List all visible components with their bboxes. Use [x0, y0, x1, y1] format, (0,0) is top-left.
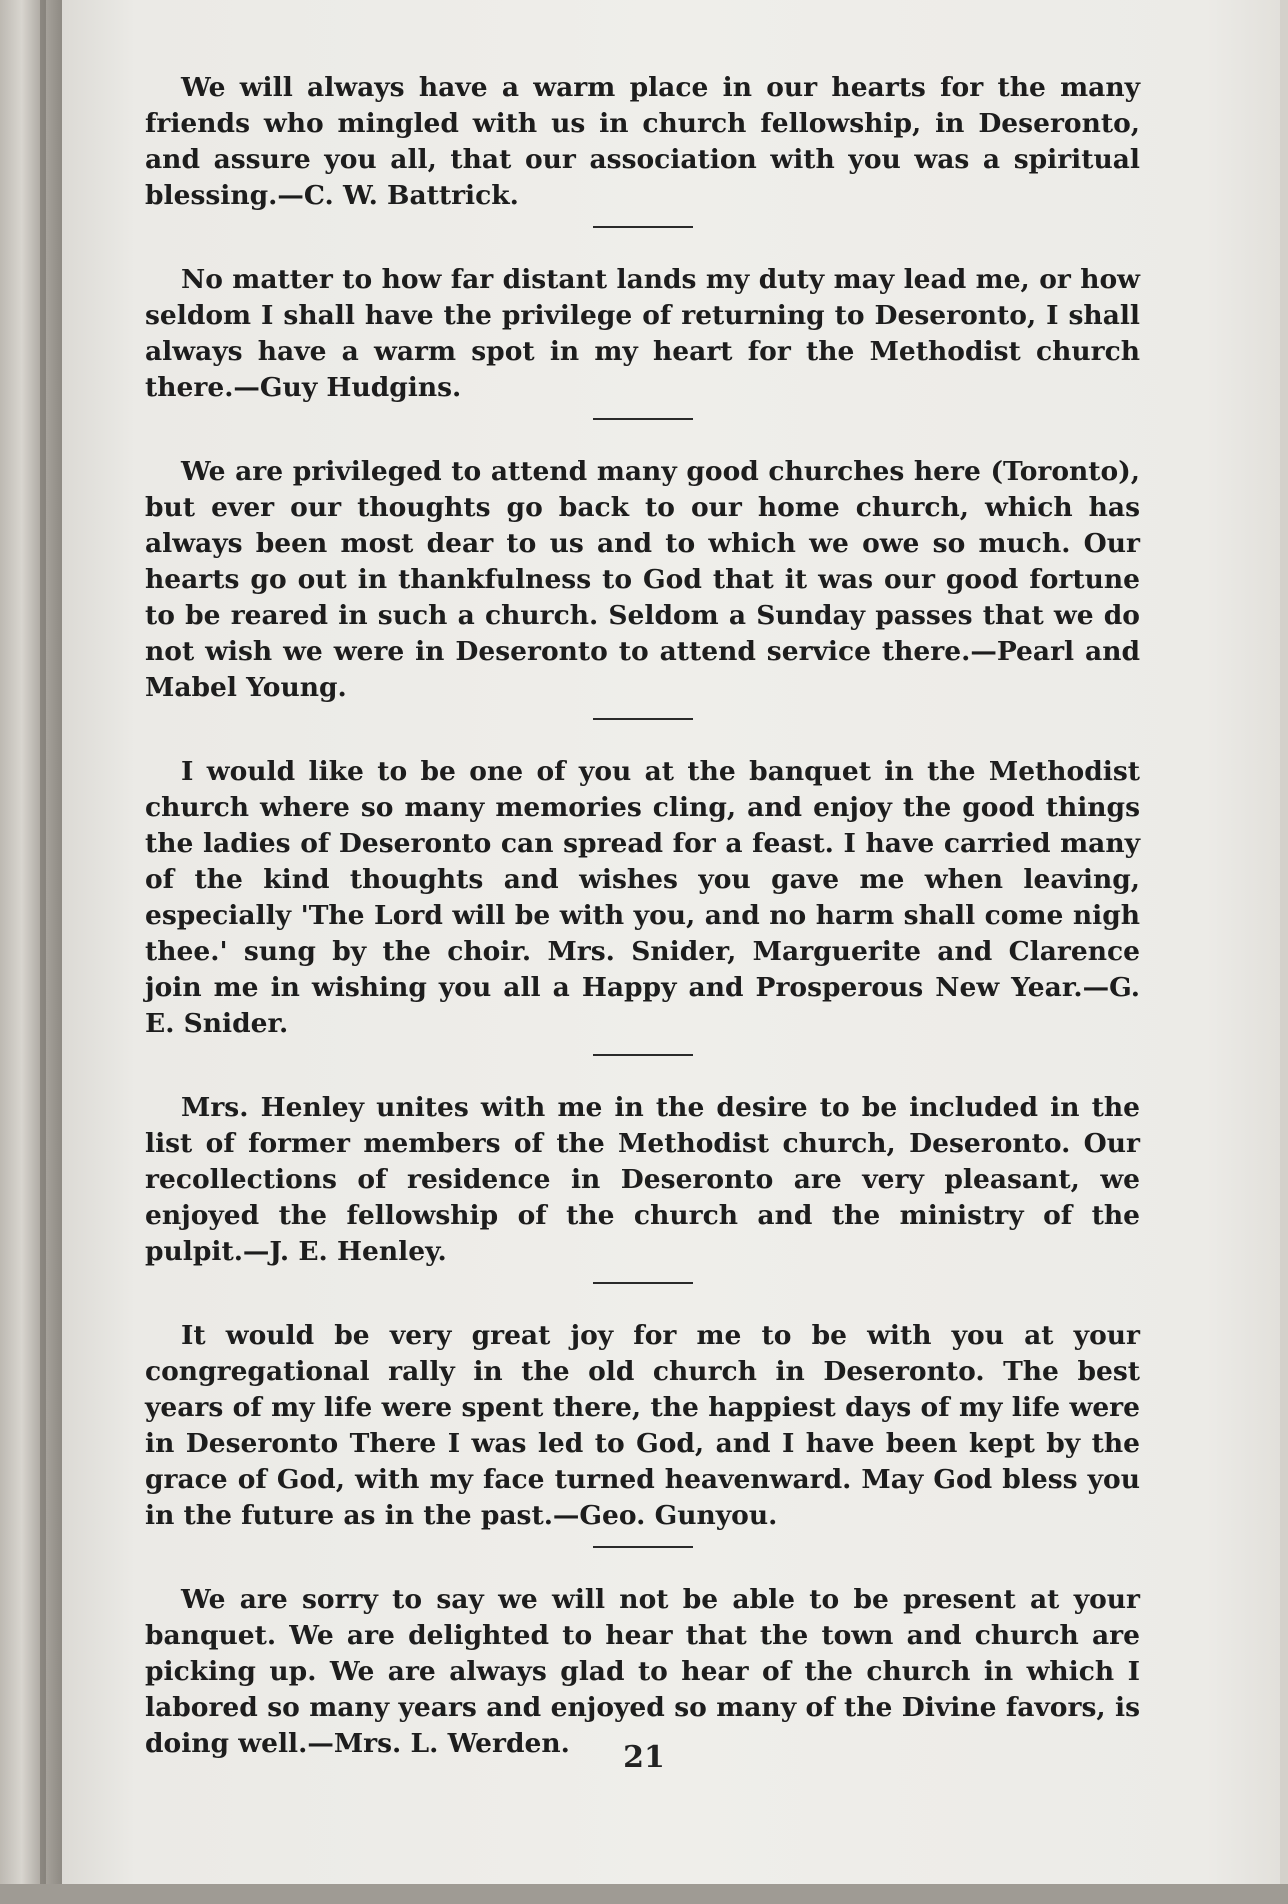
spine-edge	[40, 0, 46, 1904]
letter-young: We are privileged to attend many good churches here (Toronto), but ever our thoughts go back to our home church, which has always been most dear to us and to which we owe so much. Our hearts go out in thankfulness to God that it was our good fortune to be reared in such a church. Seldom a Sunday passes that we do not wish we were in Deseronto to attend service there.—Pearl and Mabel Young.	[145, 456, 1140, 703]
letter-battrick: We will always have a warm place in our hearts for the many friends who mingled with us in church fellowship, in Deseronto, and assure you all, that our association with you was a spiritual blessing.—C. W. Battrick.	[145, 72, 1140, 211]
letter-gunyou: It would be very great joy for me to be with you at your congregational rally in the old church in Deseronto. The best years of my life were spent there, the happiest days of my life were in Deseronto There I was led to God, and I have been kept by the grace of God, with my face turned heavenward. May God bless you in the future as in the past.—Geo. Gunyou.	[145, 1320, 1140, 1531]
separator-rule	[593, 1054, 693, 1056]
book-spine	[0, 0, 62, 1904]
page-bottom-edge	[0, 1884, 1288, 1904]
separator-rule	[593, 1546, 693, 1548]
page-number: 21	[623, 1740, 665, 1775]
page-text	[145, 70, 1140, 1762]
letter-werden: We are sorry to say we will not be able to be present at your banquet. We are delighted to hear that the town and church are picking up. We are always glad to hear of the church in which I labored so many years and enjoyed so many of the Divine favors, is doing well.—Mrs. L. Werden.	[145, 1584, 1140, 1759]
letter-snider: I would like to be one of you at the banquet in the Methodist church where so many memories cling, and enjoy the good things the ladies of Deseronto can spread for a feast. I have carried many of the kind thoughts and wishes you gave me when leaving, especially 'The Lord will be with you, and no harm shall come nigh thee.' sung by the choir. Mrs. Snider, Marguerite and Clarence join me in wishing you all a Happy and Prosperous New Year.—G. E. Snider.	[145, 756, 1140, 1039]
separator-rule	[593, 718, 693, 720]
separator-rule	[593, 1282, 693, 1284]
letter-henley: Mrs. Henley unites with me in the desire to be included in the list of former members of the Methodist church, Deseronto. Our recollections of residence in Deseronto are very pleasant, we enjoyed the fellowship of the church and the ministry of the pulpit.—J. E. Henley.	[145, 1092, 1140, 1267]
separator-rule	[593, 418, 693, 420]
separator-rule	[593, 226, 693, 228]
letter-hudgins: No matter to how far distant lands my duty may lead me, or how seldom I shall have the privilege of returning to Deseronto, I shall always have a warm spot in my heart for the Methodist church there.—Guy Hudgins.	[145, 264, 1140, 403]
